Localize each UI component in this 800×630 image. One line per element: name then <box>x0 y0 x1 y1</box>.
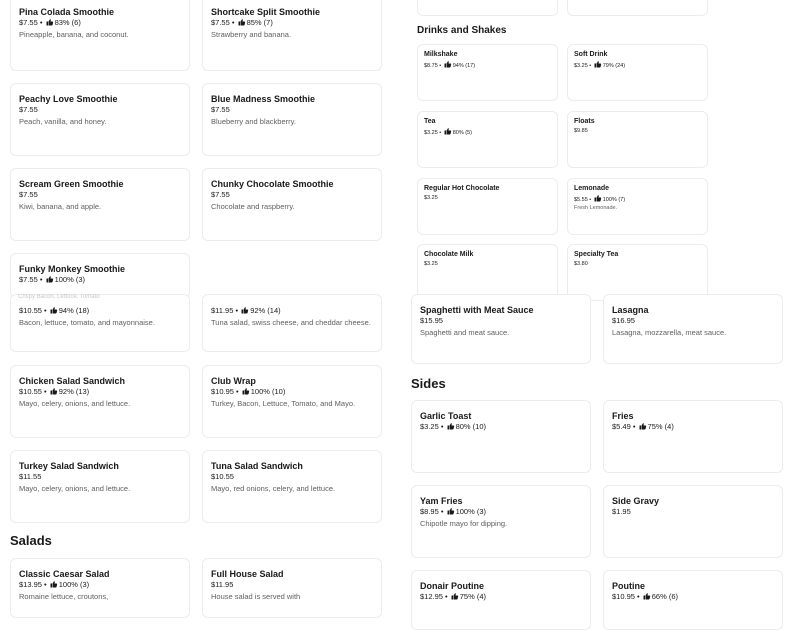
menu-item-price-rating <box>424 260 551 268</box>
menu-item-rating: 83% (6) <box>54 18 81 27</box>
menu-item-card-lemonade[interactable] <box>567 178 708 235</box>
menu-item-price-rating <box>19 105 181 115</box>
menu-item-rating: 100% (7) <box>602 197 626 203</box>
menu-item-card-floats[interactable] <box>567 111 708 168</box>
menu-item-card-garlic[interactable] <box>411 400 591 473</box>
menu-item-card-club[interactable] <box>202 365 382 438</box>
menu-item-price-rating <box>19 190 181 200</box>
menu-item-description: Chipotle mayo for dipping. <box>420 519 508 528</box>
menu-item-title: Soft Drink <box>574 51 608 58</box>
menu-item-price-rating <box>19 580 181 590</box>
separator-dot: • <box>233 306 241 315</box>
menu-item-title: Side Gravy <box>612 496 660 506</box>
menu-item-card-milkshake[interactable] <box>417 44 558 101</box>
menu-item-rating: 79% (24) <box>602 63 626 69</box>
rating-icon-wrap <box>240 306 249 315</box>
menu-item-rating: 80% (10) <box>455 422 487 431</box>
menu-item-description: Peach, vanilla, and honey. <box>19 117 107 126</box>
rating-icon-wrap <box>443 130 452 136</box>
separator-dot: • <box>587 197 593 203</box>
menu-item-title: Lemonade <box>574 185 610 192</box>
menu-item-price: $3.25 <box>574 63 588 69</box>
menu-item-card-caesar[interactable] <box>10 558 190 618</box>
menu-item-title: Regular Hot Chocolate <box>424 185 500 192</box>
menu-item-price-rating <box>211 580 373 590</box>
thumbs-up-icon <box>237 18 246 26</box>
rating-icon-wrap <box>45 275 54 284</box>
thumbs-up-icon <box>446 422 455 430</box>
menu-item-price: $3.80 <box>574 261 588 267</box>
thumbs-up-icon <box>450 592 459 600</box>
menu-item-price-rating <box>211 18 373 28</box>
thumbs-up-icon <box>240 306 249 314</box>
menu-item-price: $7.55 <box>19 275 38 284</box>
thumbs-up-icon <box>593 60 602 68</box>
menu-item-price: $11.95 <box>211 580 234 589</box>
menu-item-card-fullhouse[interactable] <box>202 558 382 618</box>
menu-item-card-lasagna[interactable] <box>603 294 783 364</box>
menu-item-price-rating <box>420 422 582 432</box>
menu-item-card-blue[interactable] <box>202 83 382 156</box>
menu-item-price: $11.95 <box>211 306 234 315</box>
thumbs-up-icon <box>443 60 452 68</box>
rating-icon-wrap <box>446 422 455 431</box>
menu-item-price-rating <box>19 387 181 397</box>
menu-item-description: Mayo, celery, onions, and lettuce. <box>19 484 131 493</box>
menu-item-price: $10.95 <box>612 592 635 601</box>
thumbs-up-icon <box>49 306 58 314</box>
menu-item-description: Romaine lettuce, croutons, <box>19 592 109 601</box>
section-heading-sides: Sides <box>411 376 446 391</box>
menu-item-price-rating <box>19 472 181 482</box>
menu-item-price: $3.25 <box>424 195 438 201</box>
thumbs-up-icon <box>443 127 452 135</box>
rating-icon-wrap <box>45 18 54 27</box>
menu-item-title: Classic Caesar Salad <box>19 569 110 579</box>
menu-item-price: $10.55 <box>211 472 234 481</box>
menu-item-price-rating <box>19 306 181 316</box>
menu-item-rating: 85% (7) <box>246 18 273 27</box>
menu-item-title: Specialty Tea <box>574 251 619 258</box>
menu-item-card-partial[interactable] <box>417 0 558 16</box>
thumbs-up-icon <box>49 580 58 588</box>
menu-item-rating: 100% (10) <box>250 387 286 396</box>
menu-item-price: $5.55 <box>574 197 588 203</box>
menu-item-price-rating <box>19 18 181 28</box>
menu-item-description: Spaghetti and meat sauce. <box>420 328 510 337</box>
separator-dot: • <box>233 387 241 396</box>
menu-item-price: $7.55 <box>19 105 38 114</box>
menu-item-price: $13.95 <box>19 580 42 589</box>
menu-item-rating: 75% (4) <box>459 592 487 601</box>
menu-item-title: Donair Poutine <box>420 581 485 591</box>
menu-item-price: $8.75 <box>424 63 438 69</box>
menu-item-price: $10.55 <box>19 306 42 315</box>
menu-item-title: Peachy Love Smoothie <box>19 94 118 104</box>
menu-item-price-rating <box>420 507 582 517</box>
menu-item-title: Blue Madness Smoothie <box>211 94 316 104</box>
menu-item-title: Chicken Salad Sandwich <box>19 376 126 386</box>
menu-item-price-rating <box>211 190 373 200</box>
menu-item-price-rating <box>19 275 181 285</box>
menu-item-price: $7.55 <box>19 18 38 27</box>
menu-item-description: Chocolate and raspberry. <box>211 202 295 211</box>
menu-item-price-rating <box>424 194 551 202</box>
separator-dot: • <box>442 592 450 601</box>
menu-item-price: $10.95 <box>211 387 234 396</box>
menu-item-rating: 92% (14) <box>250 306 281 315</box>
menu-item-card-tunamelt[interactable] <box>202 294 382 352</box>
thumbs-up-icon <box>593 194 602 202</box>
menu-item-title: Pina Colada Smoothie <box>19 7 115 17</box>
separator-dot: • <box>438 507 446 516</box>
thumbs-up-icon <box>642 592 651 600</box>
rating-icon-wrap <box>49 306 58 315</box>
menu-item-title: Tea <box>424 118 436 125</box>
menu-item-description: Mayo, red onions, celery, and lettuce. <box>211 484 336 493</box>
menu-item-price: $9.85 <box>574 128 588 134</box>
menu-item-rating: 94% (18) <box>58 306 90 315</box>
menu-item-description: Lasagna, mozzarella, meat sauce. <box>612 328 727 337</box>
rating-icon-wrap <box>593 197 602 203</box>
menu-item-rating: 92% (13) <box>58 387 90 396</box>
menu-item-description: Bacon, lettuce, tomato, and mayonnaise. <box>19 318 155 327</box>
menu-item-card-fries[interactable] <box>603 400 783 473</box>
section-heading-salads: Salads <box>10 533 52 548</box>
menu-item-title: Shortcake Split Smoothie <box>211 7 321 17</box>
menu-item-card-chocmilk[interactable] <box>417 244 558 301</box>
menu-item-price-rating <box>211 472 373 482</box>
menu-item-price: $8.95 <box>420 507 439 516</box>
menu-item-price-rating <box>574 60 701 70</box>
menu-item-price: $3.25 <box>424 130 438 136</box>
menu-item-rating: 66% (6) <box>651 592 679 601</box>
menu-item-price-rating <box>612 592 774 602</box>
menu-item-rating: 94% (17) <box>452 63 476 69</box>
menu-item-price-rating <box>424 127 551 137</box>
menu-item-description: Turkey, Bacon, Lettuce, Tomato, and Mayo. <box>211 399 356 408</box>
menu-item-description: Strawberry and banana. <box>211 30 292 39</box>
thumbs-up-icon <box>241 387 250 395</box>
menu-item-price-rating <box>420 316 582 326</box>
menu-item-card-partial[interactable] <box>567 0 708 16</box>
thumbs-up-icon <box>638 422 647 430</box>
menu-item-price: $7.55 <box>19 190 38 199</box>
menu-item-title: Funky Monkey Smoothie <box>19 264 126 274</box>
menu-item-title: Yam Fries <box>420 496 463 506</box>
menu-item-price-rating <box>211 306 373 316</box>
menu-item-card-spaghetti[interactable] <box>411 294 591 364</box>
menu-item-title: Lasagna <box>612 305 649 315</box>
rating-icon-wrap <box>241 387 250 396</box>
menu-item-card-blt[interactable] <box>10 294 190 352</box>
menu-item-price: $3.25 <box>424 261 438 267</box>
separator-dot: • <box>41 580 49 589</box>
separator-dot: • <box>41 387 49 396</box>
thumbs-up-icon <box>45 18 54 26</box>
menu-item-rating: 100% (3) <box>54 275 86 284</box>
thumbs-up-icon <box>446 507 455 515</box>
menu-item-card-scream[interactable] <box>10 168 190 241</box>
menu-item-price: $10.55 <box>19 387 42 396</box>
menu-item-title: Chocolate Milk <box>424 251 474 258</box>
menu-item-price-rating <box>612 316 774 326</box>
separator-dot: • <box>41 306 49 315</box>
menu-item-price-rating <box>574 127 701 135</box>
menu-item-title: Floats <box>574 118 595 125</box>
menu-item-card-tuna[interactable] <box>202 450 382 523</box>
rating-icon-wrap <box>49 580 58 589</box>
menu-item-price: $7.55 <box>211 18 230 27</box>
menu-item-description: Blueberry and blackberry. <box>211 117 296 126</box>
menu-item-rating: 75% (4) <box>647 422 674 431</box>
menu-item-description: Tuna salad, swiss cheese, and cheddar cheese. <box>211 318 371 327</box>
menu-item-title: Fries <box>612 411 634 421</box>
menu-item-title: Full House Salad <box>211 569 284 579</box>
menu-item-price-rating <box>574 194 701 204</box>
menu-item-price: $7.55 <box>211 105 230 114</box>
menu-item-price: $3.25 <box>420 422 439 431</box>
menu-item-card-gravy[interactable] <box>603 485 783 558</box>
menu-item-rating: 100% (3) <box>455 507 487 516</box>
separator-dot: • <box>630 422 638 431</box>
overlapping-description: Crispy Bacon, Lettuce, Tomato <box>18 294 100 300</box>
menu-item-card-hotchoc[interactable] <box>417 178 558 235</box>
menu-item-rating: 80% (5) <box>452 130 473 136</box>
menu-item-price: $11.55 <box>19 472 42 481</box>
menu-item-card-yam[interactable] <box>411 485 591 558</box>
menu-item-title: Scream Green Smoothie <box>19 179 124 189</box>
menu-item-title: Spaghetti with Meat Sauce <box>420 305 534 315</box>
menu-item-price-rating <box>424 60 551 70</box>
menu-item-price-rating <box>574 260 701 268</box>
menu-item-rating: 100% (3) <box>58 580 90 589</box>
menu-item-card-pina[interactable] <box>10 0 190 71</box>
menu-item-price: $12.95 <box>420 592 443 601</box>
menu-item-card-chicken[interactable] <box>10 365 190 438</box>
separator-dot: • <box>438 422 446 431</box>
menu-item-price-rating <box>211 387 373 397</box>
menu-item-description: Kiwi, banana, and apple. <box>19 202 102 211</box>
rating-icon-wrap <box>237 18 246 27</box>
menu-item-title: Turkey Salad Sandwich <box>19 461 119 471</box>
separator-dot: • <box>437 63 443 69</box>
separator-dot: • <box>634 592 642 601</box>
thumbs-up-icon <box>45 275 54 283</box>
separator-dot: • <box>229 18 237 27</box>
menu-item-card-softdrink[interactable] <box>567 44 708 101</box>
menu-item-title: Tuna Salad Sandwich <box>211 461 303 471</box>
separator-dot: • <box>37 18 45 27</box>
menu-item-title: Poutine <box>612 581 645 591</box>
menu-item-price: $5.49 <box>612 422 631 431</box>
menu-item-description: Pineapple, banana, and coconut. <box>19 30 129 39</box>
separator-dot: • <box>437 130 443 136</box>
rating-icon-wrap <box>593 63 602 69</box>
rating-icon-wrap <box>446 507 455 516</box>
separator-dot: • <box>587 63 593 69</box>
menu-item-card-shortcake[interactable] <box>202 0 382 71</box>
thumbs-up-icon <box>49 387 58 395</box>
menu-item-description: Mayo, celery, onions, and lettuce. <box>19 399 131 408</box>
menu-item-price: $7.55 <box>211 190 230 199</box>
rating-icon-wrap <box>49 387 58 396</box>
section-heading-drinks: Drinks and Shakes <box>417 25 507 36</box>
menu-item-price: $15.95 <box>420 316 443 325</box>
menu-item-description: House salad is served with <box>211 592 301 601</box>
rating-icon-wrap <box>638 422 647 431</box>
menu-item-card-chunky[interactable] <box>202 168 382 241</box>
menu-item-price-rating <box>612 422 774 432</box>
menu-item-card-peachy[interactable] <box>10 83 190 156</box>
menu-item-price-rating <box>211 105 373 115</box>
menu-item-description: Fresh Lemonade. <box>574 205 618 211</box>
menu-item-card-turkey[interactable] <box>10 450 190 523</box>
menu-item-card-poutine[interactable] <box>603 570 783 630</box>
menu-item-title: Milkshake <box>424 51 458 58</box>
menu-item-price-rating <box>612 507 774 517</box>
menu-item-price-rating <box>420 592 582 602</box>
menu-item-title: Club Wrap <box>211 376 256 386</box>
rating-icon-wrap <box>443 63 452 69</box>
menu-item-card-donair[interactable] <box>411 570 591 630</box>
menu-item-card-tea[interactable] <box>417 111 558 168</box>
menu-item-card-specialtea[interactable] <box>567 244 708 301</box>
separator-dot: • <box>37 275 45 284</box>
menu-item-price: $16.95 <box>612 316 635 325</box>
menu-item-title: Chunky Chocolate Smoothie <box>211 179 334 189</box>
menu-item-price: $1.95 <box>612 507 631 516</box>
menu-item-title: Garlic Toast <box>420 411 472 421</box>
